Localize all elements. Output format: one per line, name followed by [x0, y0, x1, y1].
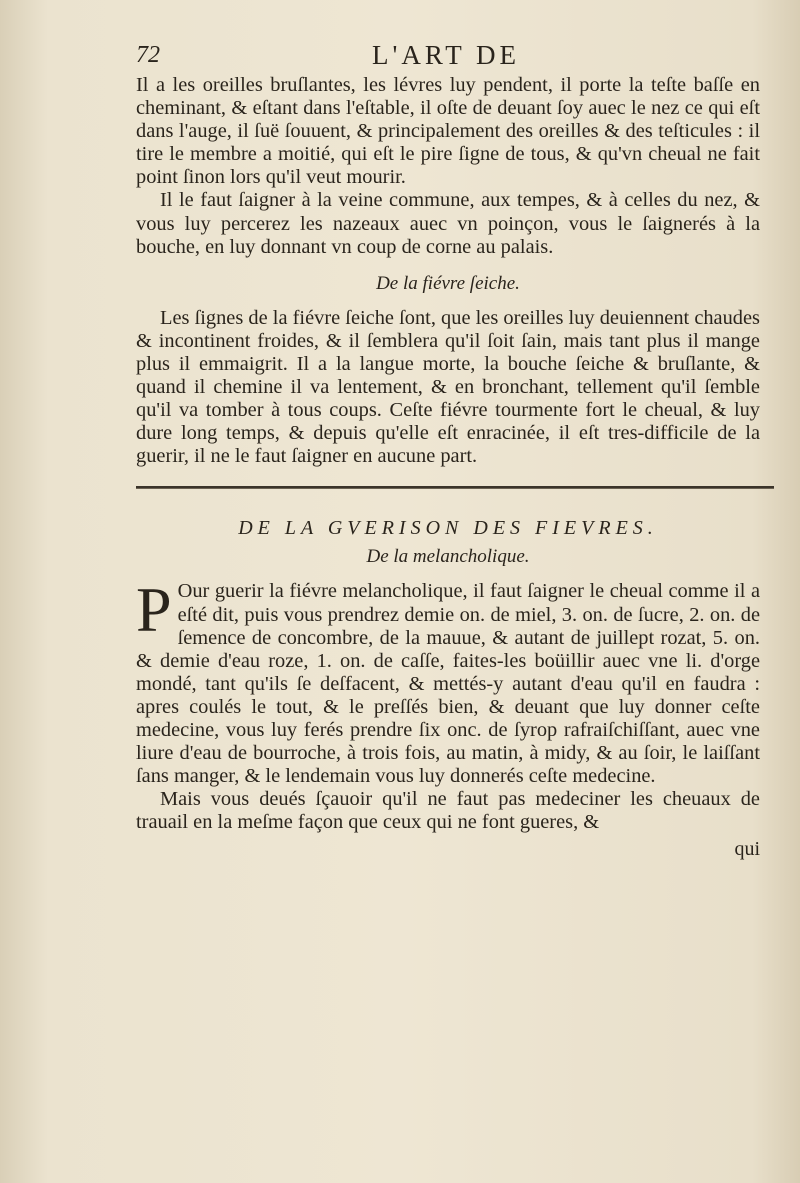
section-divider — [136, 486, 774, 489]
subheading-melancholic: De la melancholique. — [366, 546, 530, 568]
paragraph-cure — [136, 574, 760, 788]
paragraph-bleeding: Il le faut ſaigner à la veine commune, aux tempes, & à celles du nez, & vous luy percerez les nazeaux auec vn poinçon, vous le ſaignerés à la bouche, en luy donnant vn coup de corne au palais. — [136, 189, 760, 258]
section-title: DE LA GVERISON DES FIEVRES. — [238, 517, 658, 540]
drop-cap: P — [136, 574, 172, 646]
catchword: qui — [734, 838, 760, 861]
paragraph-symptoms: Il a les oreilles bruſlantes, les lévres luy pendent, il porte la teſte baſſe en cheminant, & eſtant dans l'eſtable, il oſte de deuant ſoy auec le nez ce qui eſt dans l'auge, il ſuë ſouuent, & principalement des oreilles & des teſticules : il tire le membre a moitié, qui eſt le pire ſigne de tous, & qu'vn cheual ne fait point ſinon lors qu'il veut mourir. — [136, 74, 760, 189]
page-number: 72 — [136, 42, 160, 68]
paragraph-warning: Mais vous deués ſçauoir qu'il ne faut pas medeciner les cheuaux de trauail en la meſme façon que ceux qui ne font gueres, & — [136, 788, 760, 834]
subheading-dry-fever: De la fiévre ſeiche. — [376, 272, 520, 294]
paragraph-cure-text: Our guerir la fiévre melancholique, il faut ſaigner le cheual comme il a eſté dit, puis vous prendrez demie on. de miel, 3. on. de ſucre, 2. on. de ſemence de concombre, de la mauue, & autant de juillept rozat, 5. on. & demie d'eau roze, 1. on. de caſſe, faites-les boüillir auec vne li. d'orge mondé, tant qu'ils ſe deſfacent, & mettés-y autant d'eau qu'il en faudra : apres coulés le tout, & le preſſés bien, & deuant que luy donner ceſte medecine, vous luy ferés prendre ſix onc. de ſyrop rafraiſchiſſant, auec vne liure d'eau de bourroche, à trois fois, au matin, à midy, & au ſoir, le laiſſant ſans manger, & le lendemain vous luy donnerés ceſte medecine. — [136, 580, 760, 788]
page-header — [136, 38, 760, 74]
paragraph-dry-fever: Les ſignes de la fiévre ſeiche ſont, que les oreilles luy deuiennent chaudes & incontinent froides, & il ſemblera qu'il ſoit ſain, mais tant plus il mange plus il emmaigrit. Il a la langue morte, la bouche ſeiche & bruſlante, & quand il chemine il va lentement, & en bronchant, tellement qu'il ſemble qu'il va tomber à tous coups. Ceſte fiévre tourmente fort le cheual, & luy dure long temps, & depuis qu'elle eſt enracinée, il eſt tres-difficile de la guerir, il ne le faut ſaigner en aucune part. — [136, 306, 760, 468]
running-title: L'ART DE — [372, 40, 520, 70]
